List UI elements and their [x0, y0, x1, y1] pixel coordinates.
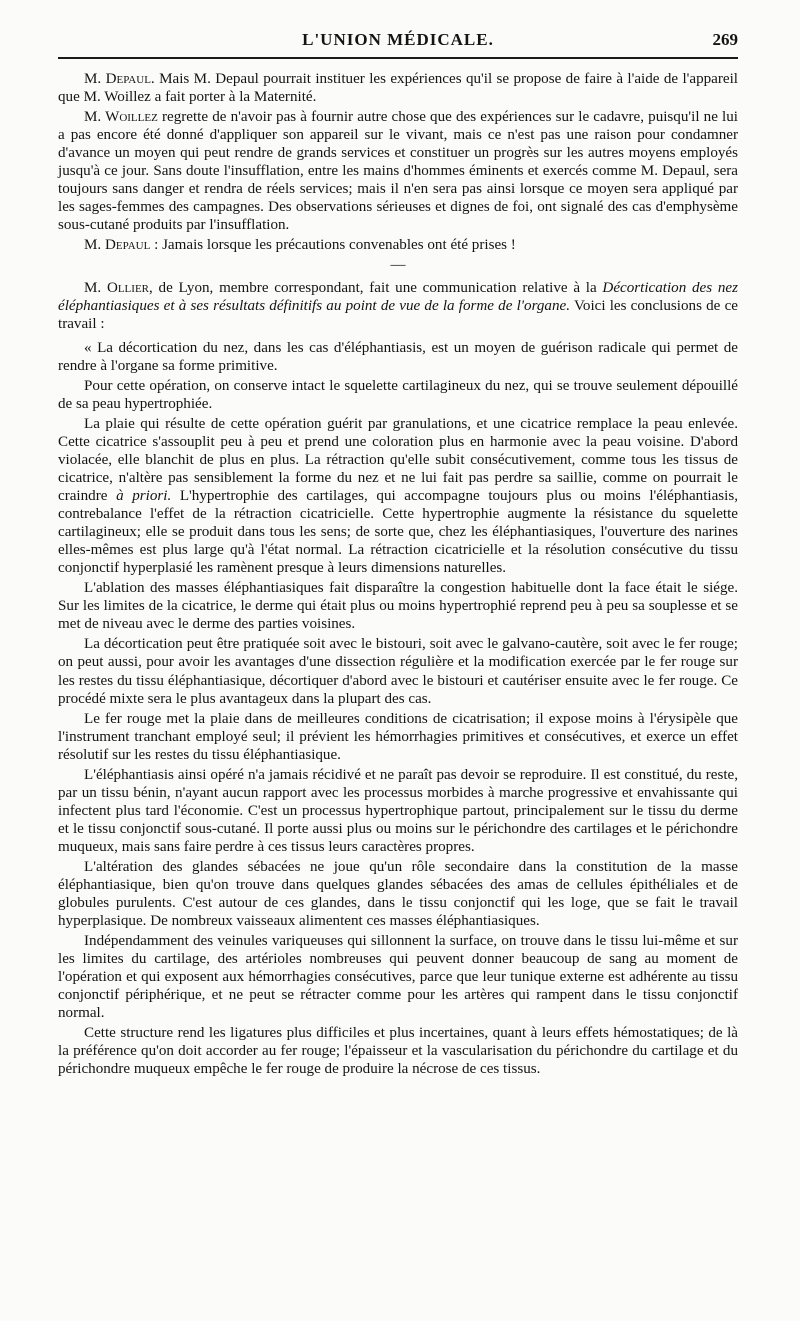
paragraph-conclusion-3: [58, 415, 738, 577]
speaker-name: M. Ollier,: [84, 279, 153, 296]
article-body: [58, 70, 738, 1081]
paragraph-text: regrette de n'avoir pas à fournir autre chose que des expériences sur le cadavre, puisqu'il ne lui a pas encore été donné d'appliquer son appareil sur le vivant, mais ce n'est pas une raison pour condamner d'avance un moyen qui peut rendre de grands services et constituer un progrès sur les autres moyens employés jusqu'à ce jour. Sans doute l'insufflation, entre les mains d'hommes éminents et exercés comme M. Depaul, sera toujours sans danger et rendra de réels services; mais il n'en sera pas ainsi lorsque ce moyen sera appliqué par les sages-femmes des campagnes. Des observations sérieuses et dignes de foi, ont signalé des cas d'emphysème sous-cutané produits par l'insufflation.: [58, 109, 738, 234]
paragraph-text: L'hypertrophie des cartilages, qui accompagne toujours plus ou moins l'éléphantiasis, contrebalance l'effet de la rétraction cicatricielle. Cette hypertrophie augmente la résistance du squelette cartilagineux; elle se produit dans tous les sens; de sorte que, chez les éléphantiasiques, l'ouverture des narines elles-mêmes est plus large qu'à l'état normal. La rétraction cicatricielle et la résolution consécutive du tissu conjonctif hyperplasié les ramènent presque à leurs dimensions naturelles.: [58, 488, 738, 577]
italic-phrase: à priori.: [116, 488, 172, 505]
paragraph-conclusion-8: L'altération des glandes sébacées ne joue qu'un rôle secondaire dans la constitution de la masse éléphantiasique, bien qu'on trouve dans quelques glandes sébacées des amas de cellules épithéliales et de globules purulents. C'est autour de ces glandes, dans le tissu conjonctif qui les loge, que se fait le travail hyperplasique. De nombreux vaisseaux alimentent ces masses éléphantiasiques.: [58, 858, 738, 930]
speaker-name: M. Depaul :: [84, 237, 159, 254]
page-header: [58, 30, 738, 60]
paragraph-conclusion-2: Pour cette opération, on conserve intact le squelette cartilagineux du nez, qui se trouve seulement dépouillé de sa peau hypertrophiée.: [58, 377, 738, 412]
section-separator: —: [390, 257, 406, 274]
paragraph-conclusion-10: Cette structure rend les ligatures plus difficiles et plus incertaines, quant à leurs effets hémostatiques; de là la préférence qu'on doit accorder au fer rouge; l'épaisseur et la vascularisation du périchondre du cartilage et du périchondre muqueux empêche le fer rouge de produire la nécrose de ces tissus.: [58, 1025, 738, 1078]
paragraph-text: Mais M. Depaul pourrait instituer les expériences qu'il se propose de faire à l'aide de l'appareil que M. Woillez a fait porter à la Maternité.: [58, 71, 738, 106]
page-number: 269: [712, 30, 738, 49]
paragraph-text: Jamais lorsque les précautions convenables ont été prises !: [162, 237, 516, 254]
paragraph-depaul-2: [58, 236, 738, 254]
paragraph-conclusion-7: L'éléphantiasis ainsi opéré n'a jamais récidivé et ne paraît pas devoir se reproduire. Il est constitué, du reste, par un tissu bénin, n'ayant aucun rapport avec les processus morbides à marche progressive et envahissante qui infectent plus tard l'économie. C'est un processus hypertrophique partout, principalement sur le tissu du derme et le tissu conjonctif sous-cutané. Il porte aussi plus ou moins sur le périchondre des cartilages et le périchondre muqueux, mais sans faire perdre à ces tissus leurs caractères propres.: [58, 766, 738, 855]
paragraph-conclusion-4: L'ablation des masses éléphantiasiques fait disparaître la congestion habituelle dont la face était le siége. Sur les limites de la cicatrice, le derme qui était plus ou moins hypertrophié reprend peu à peu sa souplesse et se met de niveau avec le derme des parties voisines.: [58, 580, 738, 633]
running-title: L'UNION MÉDICALE.: [302, 30, 494, 49]
paragraph-text: de Lyon, membre correspondant, fait une communication relative à la: [158, 279, 597, 296]
paragraph-ollier: [58, 279, 738, 333]
paragraph-conclusion-9: Indépendamment des veinules variqueuses qui sillonnent la surface, on trouve dans le tissu lui-même et sur les limites du cartilage, des artérioles nombreuses qui peuvent donner beaucoup de sang au moment de l'opération et qui exposent aux hémorrhagies consécutives, parce que leur tunique externe est adhérente au tissu conjonctif périphérique, et ne peut se rétracter comme pour les artères qui rampent dans le tissu conjonctif normal.: [58, 933, 738, 1022]
paragraph-text: La plaie qui résulte de cette opération guérit par granulations, et une cicatrice remplace la peau enlevée. Cette cicatrice s'assouplit peu à peu et prend une coloration plus en harmonie avec la peau voisine. D'abord violacée, elle blanchit de plus en plus. La rétraction qu'elle subit consécutivement, comme tous les tissus de cicatrice, n'altère pas sensiblement la forme du nez et ne lui fait pas perdre sa saillie, comme on pourrait le craindre: [58, 415, 738, 505]
header-rule: [58, 57, 738, 59]
paragraph-text: Voici les conclusions de ce travail :: [58, 297, 738, 332]
communication-title: Décortication des nez éléphantiasiques et à ses résultats définitifs au point de vue de la forme de l'organe.: [58, 279, 738, 314]
speaker-name: M. Woillez: [84, 109, 158, 126]
speaker-name: M. Depaul.: [84, 71, 155, 87]
paragraph-conclusion-5: La décortication peut être pratiquée soit avec le bistouri, soit avec le galvano-cautère, soit avec le fer rouge; on peut aussi, pour avoir les avantages d'une dissection régulière et la modification exercée par le fer rouge sur les restes du tissu éléphantiasique, décortiquer d'abord avec le bistouri et cautériser ensuite avec le fer rouge. Ce procédé mixte sera le plus avantageux dans la plupart des cas.: [58, 636, 738, 707]
paragraph-woillez: [58, 108, 738, 234]
paragraph-conclusion-6: Le fer rouge met la plaie dans de meilleures conditions de cicatrisation; il expose moins à l'érysipèle que l'instrument tranchant employé seul; il prévient les hémorrhagies primitives et consécutives, et exerce un effet résolutif sur les restes du tissu éléphantiasique.: [58, 710, 738, 763]
paragraph-conclusion-1: « La décortication du nez, dans les cas d'éléphantiasis, est un moyen de guérison radicale qui permet de rendre à l'organe sa forme primitive.: [58, 339, 738, 374]
paragraph-depaul-1: [58, 70, 738, 106]
